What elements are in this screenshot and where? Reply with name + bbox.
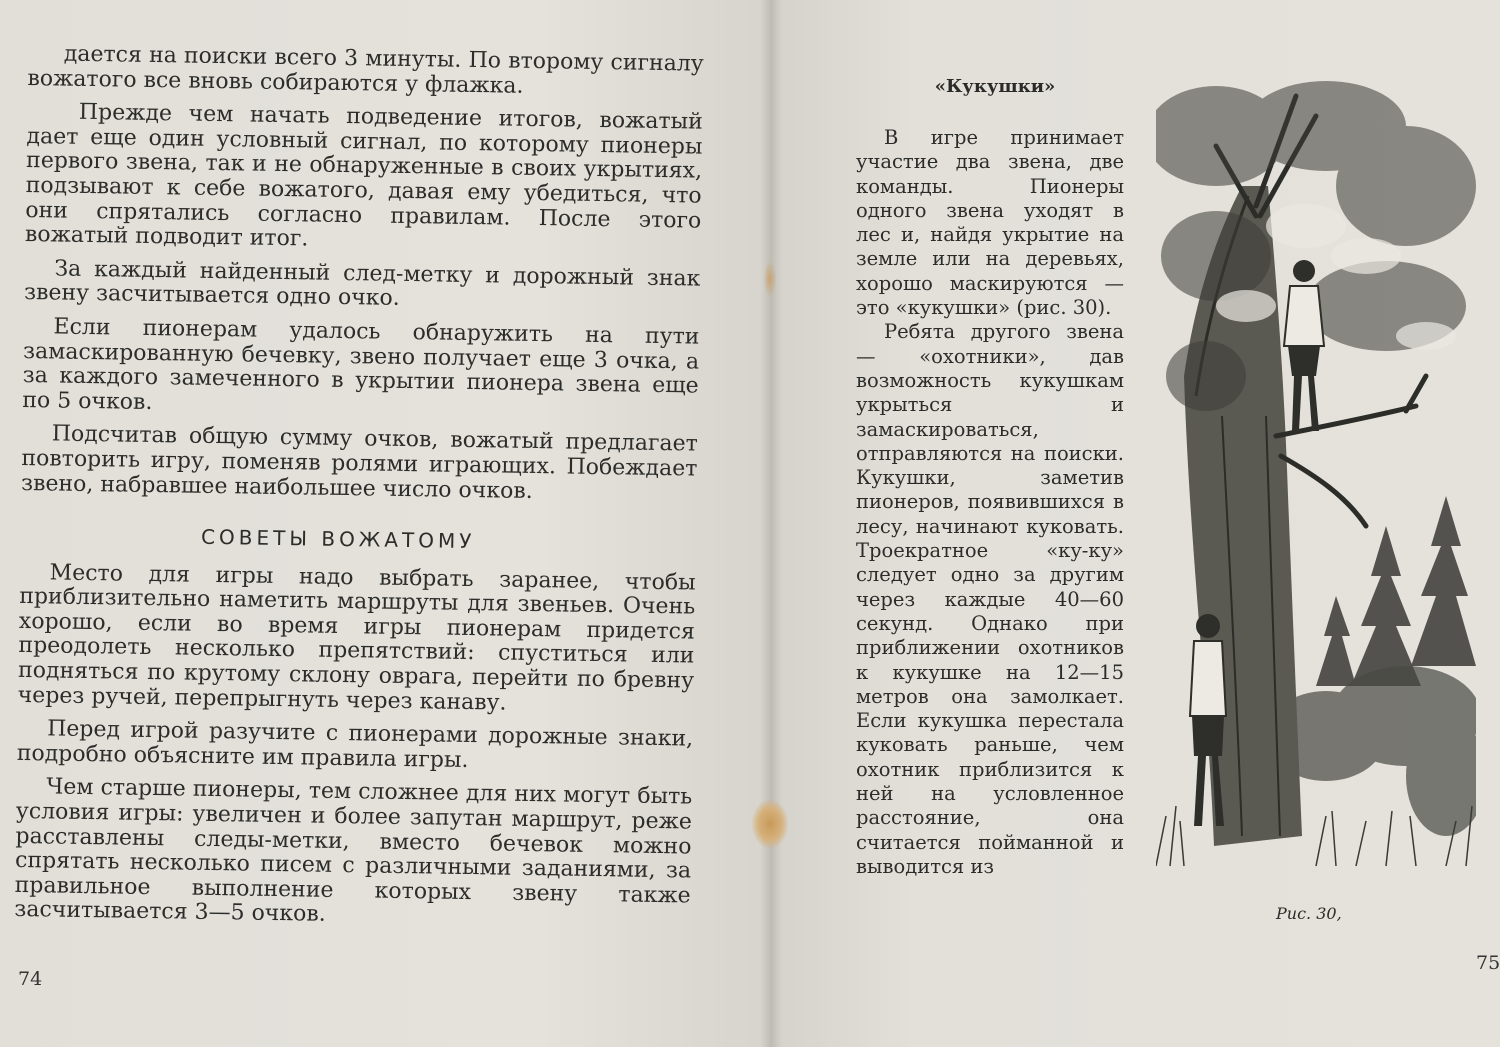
paragraph: Подсчитав общую сумму очков, вожатый предлагает повторить игру, поменяв ролями играющих. Побеждает звено, набравшее наибольшее число очков. bbox=[20, 421, 698, 504]
paragraph: Место для игры надо выбрать заранее, чтобы приблизительно наметить маршруты для звеньев. Очень хорошо, если во время игры пионерам придется преодолеть несколько препятствий: спуститься или подняться по крутому склону оврага, перейти по бревну через ручей, перепрыгнуть через канаву. bbox=[17, 560, 696, 716]
paper-stain bbox=[764, 262, 776, 296]
figure-caption: Рис. 30, bbox=[1276, 904, 1342, 923]
right-page-text bbox=[856, 126, 1124, 879]
paragraph: Если пионерам удалось обнаружить на пути замаскированную бечевку, звено получает еще 3 очка, а за каждого замеченного в укрытии пионера звена еще по 5 очков. bbox=[22, 314, 700, 415]
paper-stain bbox=[752, 800, 788, 848]
page-number-right: 75 bbox=[1476, 952, 1500, 974]
section-heading: СОВЕТЫ ВОЖАТОМУ bbox=[200, 524, 476, 554]
article-title: «Кукушки» bbox=[934, 76, 1056, 97]
left-page-text bbox=[14, 42, 704, 943]
paragraph: дается на поиски всего 3 минуты. По второму сигналу вожатого все вновь собираются у флажка. bbox=[27, 41, 704, 99]
book-gutter bbox=[760, 0, 782, 1047]
paragraph: В игре принимает участие два звена, две команды. Пионеры одного звена уходят в лес и, найдя укрытие на земле или на деревьях, хорошо маскируются — это «кукушки» (рис. 30). bbox=[856, 126, 1124, 320]
boy-in-tree bbox=[1284, 260, 1324, 431]
paragraph: Чем старше пионеры, тем сложнее для них могут быть условия игры: увеличен и более запутан маршрут, реже расставлены следы-метки, вместо бечевок можно спрятать несколько писем с различными заданиями, за правильное выполнение которых звену также засчитывается 3—5 очков. bbox=[14, 774, 693, 928]
right-page bbox=[770, 0, 1500, 1047]
forest-illustration bbox=[1156, 76, 1476, 868]
page-number-left: 74 bbox=[18, 968, 43, 990]
paragraph: Перед игрой разучите с пионерами дорожные знаки, подробно объясните им правила игры. bbox=[16, 716, 694, 773]
paragraph: Ребята другого звена — «охотники», дав возможность кукушкам укрыться и замаскироваться, отправляются на поиски. Кукушки, заметив пионеров, появившихся в лесу, начинают куковать. Троекратное «ку-ку» следует одно за другим через каждые 40—60 секунд. Однако при приближении охотников к кукушке на 12—15 метров она замолкает. Если кукушка перестала куковать раньше, чем охотник приблизится к ней на условленное расстояние, она считается пойманной и выводится из bbox=[856, 320, 1124, 878]
paragraph: За каждый найденный след-метку и дорожный знак звену засчитывается одно очко. bbox=[23, 256, 701, 312]
paragraph: Прежде чем начать подведение итогов, вожатый дает еще один условный сигнал, по которому пионеры первого звена, так и не обнаруженные в своих укрытиях, подзывают к себе вожатого, давая ему убедиться, что они спрятались согласно правилам. После этого вожатый подводит итог. bbox=[24, 99, 704, 252]
boy-on-ground bbox=[1190, 614, 1226, 826]
